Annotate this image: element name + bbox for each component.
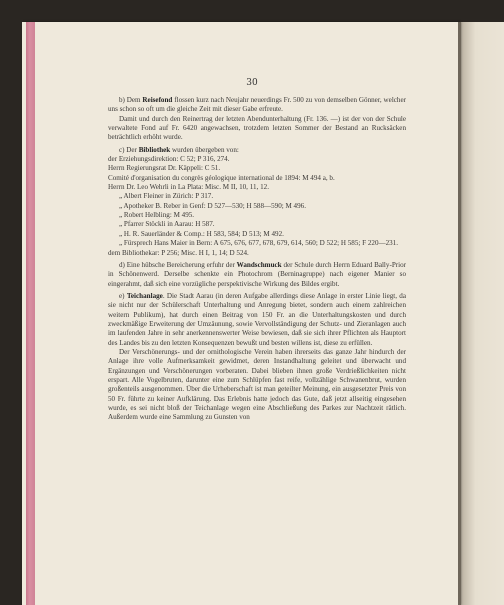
page-gutter [458, 22, 461, 605]
paragraph: „ Albert Fleiner in Zürich: P 317. [119, 192, 214, 201]
paragraph: d) Eine hübsche Bereicherung erfuhr der Wandschmuck der Schule durch Herrn Eduard Bally-Prior in Schönenwerd. Derselbe schenkte ein Photochrom (Berninagruppe) nach eigener Manier so eingerahmt, daß sich eine vorzügliche perspektivische Wirkung des Bildes ergibt. [108, 260, 407, 288]
paragraph: „ Apotheker B. Reber in Genf: D 527—530; H 588—590; M 496. [119, 201, 306, 210]
paragraph: „ Fürsprech Hans Maier in Bern: A 675, 676, 677, 678, 679, 614, 560; D 522; H 585; F 220—231. [119, 239, 399, 248]
paragraph: Der Verschönerungs- und der ornithologische Verein haben ihrerseits das ganze Jahr hindurch der Anlage ihre volle Aufmerksamkeit gewidmet, deren Instandhaltung geleitet und überwacht und Ergänzungen und Verschönerungen vorberaten. Dabei blieben ihnen große Verdrießlichkeiten nicht erspart. Alle Vogelbruten, darunter eine zum Schlüpfen fast reife, vollzählige Schwanenbrut, wurden großenteils ausgenommen. Über die Urheberschaft ist man geteilter Meinung, ein ausgesetzter Preis von 50 Fr. führte zu keiner Aufklärung. Das Erlebnis hatte jedoch das Gute, daß jetzt allseitig eingesehen wurde, es sei nicht bloß der Teichanlage wegen eine Abschließung des Parkes zur Nachtzeit rätlich. Außerdem wurde eine Sammlung zu Gunsten von [108, 347, 406, 422]
paragraph: dem Bibliothekar: P 256; Misc. H I, 1, 14; D 524. [108, 248, 249, 257]
paragraph: Damit und durch den Reinertrag der letzten Abendunterhaltung (Fr. 136. —) ist der von der Schule verwaltete Fond auf Fr. 6420 angewachsen, trotzdem letzten Sommer der Bestand an Rucksäcken beträchtlich erhöht wurde. [108, 114, 406, 142]
paragraph: Herrn Dr. Leo Wehrli in La Plata: Misc. M II, 10, 11, 12. [108, 183, 269, 192]
book-spine-binding [26, 22, 35, 605]
paragraph: Herrn Regierungsrat Dr. Käppeli: C 51. [108, 164, 221, 173]
paragraph: e) Teichanlage. Die Stadt Aarau (in deren Aufgabe allerdings diese Anlage in erster Linie liegt, da sie nicht nur der Schülerschaft Unterhaltung und Anregung bietet, sondern auch einem zahlreichen weitern Publikum), hat durch einen Beitrag von 150 Fr. an die Unterhaltungskosten und durch zweckmäßige Erweiterung der Umzäunung, sowie Vervollständigung der Schutz- und Zieranlagen auch im laufenden Jahre in sehr anerkennenswerter Weise bewiesen, daß sie sich ihrer Pflichten als Hauptort des Landes bis zu den letzten Konsequenzen bewußt und besten willens ist, diese zu erfüllen. [108, 291, 406, 347]
page-body-text [108, 96, 406, 423]
paragraph: Comité d'organisation du congrès géologique international de 1894: M 494 a, b. [108, 173, 335, 182]
paragraph: c) Der Bibliothek wurden übergeben von: [119, 145, 239, 154]
paragraph: „ H. R. Sauerländer & Comp.: H 583, 584; D 513; M 492. [119, 229, 284, 238]
paragraph: „ Pfarrer Stöckli in Aarau: H 587. [119, 220, 215, 229]
adjacent-page [460, 22, 504, 605]
paragraph: „ Robert Helbling: M 495. [119, 211, 195, 220]
paragraph: der Erziehungsdirektion: C 52; P 316, 274. [108, 155, 230, 164]
page-number: 30 [246, 78, 258, 88]
paragraph: b) Dem Reisefond flossen kurz nach Neujahr neuerdings Fr. 500 zu von demselben Gönner, welcher uns schon so oft um die gleiche Zeit mit dieser Gabe erfreute. [108, 96, 406, 114]
